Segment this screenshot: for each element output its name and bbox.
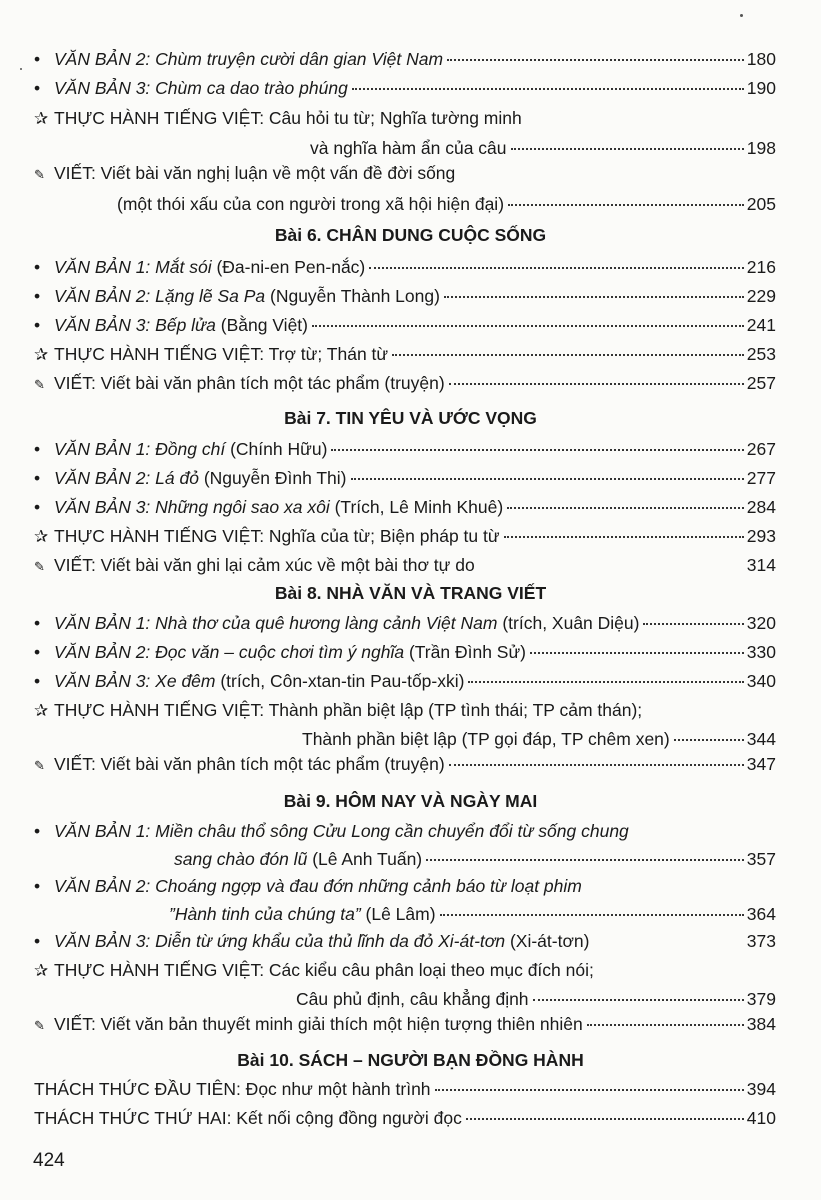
toc-entry-viet-phan-tich-truyen[interactable] [34,372,776,396]
toc-entry-viet-thuyet-minh[interactable] [34,1013,776,1037]
dot-leader [435,1089,744,1091]
entry-author: (trích, Côn-xtan-tin Pau-tốp-xki) [220,671,465,691]
entry-label: VĂN BẢN 1: [54,439,151,459]
lesson-heading: Bài 8. NHÀ VĂN VÀ TRANG VIẾT [274,583,547,603]
dot-leader [447,59,744,61]
page-ref: 229 [746,286,776,306]
bullet-icon: • [34,497,41,517]
page-ref: 267 [746,439,776,459]
toc-entry-lang-le-sa-pa[interactable] [34,285,776,307]
pen-icon: ✎ [34,1018,45,1033]
bullet-icon: • [34,286,41,306]
entry-line: VIẾT: Viết văn bản thuyết minh giải thích một hiện tượng thiên nhiên [54,1014,583,1034]
toc-entry-dien-tu-ung-khau[interactable] [34,930,776,952]
bullet-icon: • [34,931,41,951]
entry-label: VĂN BẢN 3: [54,315,151,335]
bullet-icon: • [34,821,41,841]
page-number: 424 [33,1150,65,1171]
bullet-icon: • [34,876,41,896]
dot-leader [312,325,744,327]
page-ref: 344 [746,729,776,749]
star-icon: ✰ [34,527,49,546]
entry-label: VĂN BẢN 2: [54,286,151,306]
entry-line: THÁCH THỨC THỨ HAI: Kết nối cộng đồng người đọc [34,1108,462,1128]
entry-line: THỰC HÀNH TIẾNG VIỆT: Thành phần biệt lập (TP tình thái; TP cảm thán); [54,700,643,720]
page-ref: 190 [746,78,776,98]
page-ref: 180 [746,49,776,69]
entry-author: (Lê Anh Tuấn) [312,849,423,869]
dot-leader [351,478,744,480]
pen-icon: ✎ [34,559,45,574]
entry-label: VĂN BẢN 3: [54,497,151,517]
dot-leader [468,681,743,683]
bullet-icon: • [34,257,41,277]
toc-entry-thuc-hanh-tro-tu[interactable] [34,343,776,366]
entry-title: Choáng ngợp và đau đớn những cảnh báo từ loạt phim [155,876,582,896]
page-ref: 293 [746,526,776,546]
entry-title-cont: ”Hành tinh của chúng ta” [169,904,361,924]
toc-entry-thuc-hanh-cau-hoi-tu-tu[interactable] [34,107,776,159]
toc-entry-viet-nghi-luan[interactable] [34,162,776,215]
entry-line: THÁCH THỨC ĐẦU TIÊN: Đọc như một hành trình [34,1079,431,1099]
entry-label: VĂN BẢN 1: [54,613,151,633]
page-ref: 340 [746,671,776,691]
entry-title: Đọc văn – cuộc chơi tìm ý nghĩa [155,642,405,662]
lesson-heading: Bài 7. TIN YÊU VÀ ƯỚC VỌNG [284,408,537,428]
entry-title: Những ngôi sao xa xôi [155,497,330,517]
toc-entry-thuc-hanh-thanh-phan-biet-lap[interactable] [34,699,776,750]
entry-author: (trích, Xuân Diệu) [502,613,640,633]
bullet-icon: • [34,315,41,335]
entry-title: Bếp lửa [155,315,216,335]
entry-label: VĂN BẢN 2: [54,642,151,662]
star-icon: ✰ [34,961,49,980]
pen-icon: ✎ [34,167,45,182]
dot-leader [507,507,744,509]
entry-author: (Lê Lâm) [365,904,436,924]
entry-title: Chùm ca dao trào phúng [155,78,348,98]
dot-leader [533,999,744,1001]
page-ref: 357 [746,849,776,869]
toc-entry-viet-phan-tich-truyen-2[interactable] [34,753,776,777]
dot-leader [331,449,743,451]
star-icon: ✰ [34,109,49,128]
entry-title: Mắt sói [155,257,212,277]
bullet-icon: • [34,468,41,488]
dot-leader [449,764,744,766]
entry-line: THỰC HÀNH TIẾNG VIỆT: Câu hỏi tu từ; Nghĩa tường minh [54,108,522,128]
entry-title: Nhà thơ của quê hương làng cảnh Việt Nam [155,613,498,633]
bullet-icon: • [34,49,41,69]
page-ref: 364 [746,904,776,924]
dot-leader [587,1024,744,1026]
dot-leader [369,267,744,269]
entry-title: Chùm truyện cười dân gian Việt Nam [155,49,444,69]
page-ref: 384 [746,1014,776,1034]
entry-label: VĂN BẢN 3: [54,671,151,691]
print-speck [740,14,743,17]
entry-title: Diễn từ ứng khẩu của thủ lĩnh da đỏ Xi-át-tơn [155,931,506,951]
entry-title: Miền châu thổ sông Cửu Long cần chuyển đổi từ sống chung [155,821,629,841]
toc-entry-nha-tho-que-huong[interactable] [34,612,776,634]
star-icon: ✰ [34,701,49,720]
entry-line: VIẾT: Viết bài văn phân tích một tác phẩm (truyện) [54,373,445,393]
toc-entry-thuc-hanh-kieu-cau[interactable] [34,959,776,1010]
dot-leader [392,354,744,356]
entry-line: VIẾT: Viết bài văn phân tích một tác phẩm (truyện) [54,754,445,774]
pen-icon: ✎ [34,377,45,392]
toc-entry-thach-thuc-dau-tien[interactable] [34,1078,776,1100]
page-ref: 241 [746,315,776,335]
page-ref: 320 [746,613,776,633]
bullet-icon: • [34,78,41,98]
page-ref: 314 [746,555,776,575]
entry-label: VĂN BẢN 2: [54,49,151,69]
dot-leader [466,1118,744,1120]
bullet-icon: • [34,439,41,459]
entry-label: VĂN BẢN 1: [54,257,151,277]
entry-title: Lặng lẽ Sa Pa [155,286,266,306]
dot-leader [426,859,744,861]
entry-author: (Xi-át-tơn) [509,931,590,951]
toc-entry-choang-ngop[interactable] [34,875,776,925]
toc-entry-van-ban-3-ca-dao[interactable] [34,77,776,99]
dot-leader [444,296,744,298]
dot-leader [504,536,744,538]
dot-leader [674,739,744,741]
page-ref: 379 [746,989,776,1009]
entry-author: (Nguyễn Thành Long) [270,286,440,306]
dot-leader [508,204,744,206]
toc-entry-xe-dem[interactable] [34,670,776,692]
entry-label: VĂN BẢN 1: [54,821,151,841]
entry-line: THỰC HÀNH TIẾNG VIỆT: Trợ từ; Thán từ [54,344,389,364]
dot-leader [352,88,744,90]
dot-leader [511,148,744,150]
toc-entry-nhung-ngoi-sao[interactable] [34,496,776,518]
dot-leader [530,652,744,654]
entry-label: VĂN BẢN 2: [54,876,151,896]
page-ref: 373 [746,931,776,951]
page-ref: 277 [746,468,776,488]
lesson-heading: Bài 6. CHÂN DUNG CUỘC SỐNG [274,225,547,245]
toc-entry-mat-soi[interactable] [34,256,776,278]
toc-entry-thuc-hanh-nghia-cua-tu[interactable] [34,525,776,548]
bullet-icon: • [34,642,41,662]
dot-leader [440,914,744,916]
bullet-icon: • [34,613,41,633]
entry-author: (Nguyễn Đình Thi) [203,468,347,488]
entry-line: VIẾT: Viết bài văn ghi lại cảm xúc về một bài thơ tự do [54,555,475,575]
entry-line: Thành phần biệt lập (TP gọi đáp, TP chêm xen) [302,729,670,749]
entry-title-cont: sang chào đón lũ [174,849,308,869]
toc-entry-mien-chau-tho[interactable] [34,820,776,870]
toc-entry-van-ban-2-truyen-cuoi[interactable] [34,48,776,70]
page-ref: 410 [746,1108,776,1128]
entry-line: VIẾT: Viết bài văn nghị luận về một vấn đề đời sống [54,163,456,183]
entry-author: (Trần Đình Sử) [408,642,527,662]
entry-line: Câu phủ định, câu khẳng định [296,989,529,1009]
entry-line: THỰC HÀNH TIẾNG VIỆT: Các kiểu câu phân loại theo mục đích nói; [54,960,594,980]
entry-author: (Bằng Việt) [220,315,308,335]
page-ref: 394 [746,1079,776,1099]
entry-author: (Chính Hữu) [230,439,328,459]
entry-author: (Đa-ni-en Pen-nắc) [216,257,366,277]
page-ref: 257 [746,373,776,393]
page-ref: 330 [746,642,776,662]
page-ref: 347 [746,754,776,774]
entry-author: (Trích, Lê Minh Khuê) [334,497,504,517]
page-ref: 253 [746,344,776,364]
print-speck [20,68,22,70]
entry-label: VĂN BẢN 2: [54,468,151,488]
dot-leader [643,623,743,625]
entry-line: và nghĩa hàm ẩn của câu [310,138,507,158]
lesson-heading: Bài 10. SÁCH – NGƯỜI BẠN ĐỒNG HÀNH [237,1050,584,1070]
page-ref: 284 [746,497,776,517]
lesson-heading: Bài 9. HÔM NAY VÀ NGÀY MAI [283,791,538,811]
entry-label: VĂN BẢN 3: [54,931,151,951]
star-icon: ✰ [34,345,49,364]
toc-entry-doc-van[interactable] [34,641,776,663]
entry-title: Lá đỏ [155,468,199,488]
entry-line: (một thói xấu của con người trong xã hội hiện đại) [117,194,505,214]
page-ref: 205 [746,194,776,214]
entry-title: Xe đêm [155,671,216,691]
toc-entry-bep-lua[interactable] [34,314,776,336]
toc-entry-dong-chi[interactable] [34,438,776,460]
entry-label: VĂN BẢN 3: [54,78,151,98]
bullet-icon: • [34,671,41,691]
toc-entry-viet-cam-xuc-tho[interactable] [34,554,776,578]
page-ref: 216 [746,257,776,277]
toc-entry-la-do[interactable] [34,467,776,489]
page-ref: 198 [746,138,776,158]
dot-leader [449,383,744,385]
entry-line: THỰC HÀNH TIẾNG VIỆT: Nghĩa của từ; Biện pháp tu từ [54,526,500,546]
entry-title: Đồng chí [155,439,226,459]
toc-entry-thach-thuc-thu-hai[interactable] [34,1107,776,1129]
pen-icon: ✎ [34,758,45,773]
